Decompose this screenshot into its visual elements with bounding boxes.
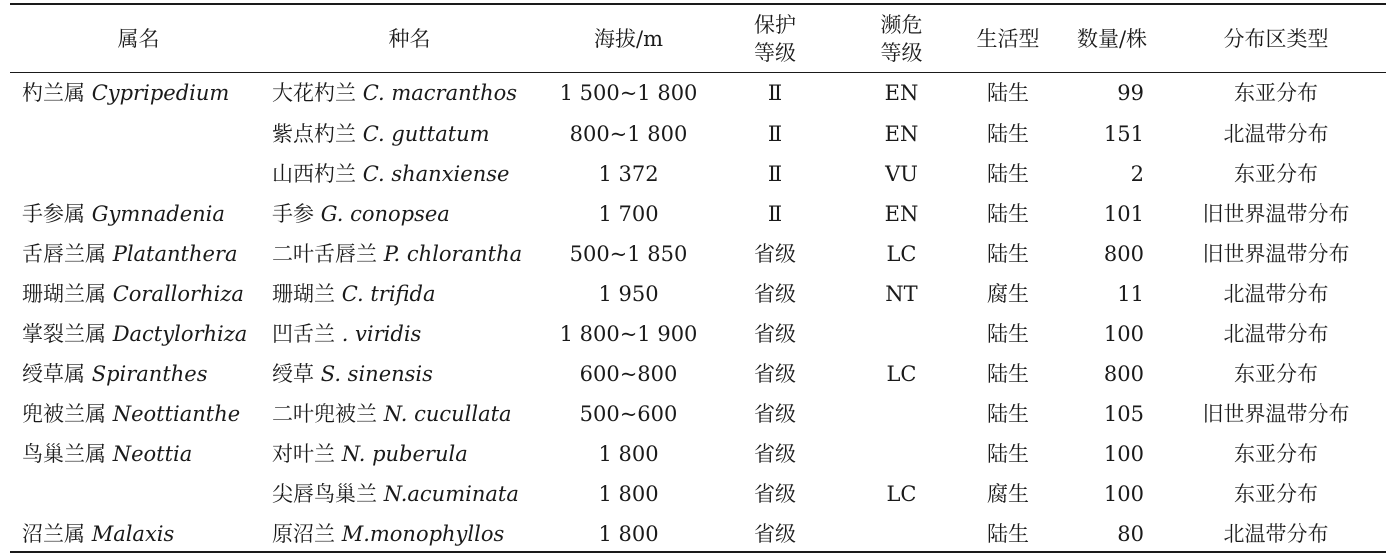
species-cell	[267, 434, 552, 474]
species-chinese-name: 二叶舌唇兰	[272, 242, 377, 266]
species-chinese-name: 绶草	[272, 362, 314, 386]
genus-latin-name: Spiranthes	[91, 362, 208, 386]
count-cell: 99	[1117, 81, 1144, 105]
distribution-type-cell: 北温带分布	[1223, 322, 1329, 346]
genus-chinese-name: 掌裂兰属	[22, 322, 106, 346]
species-chinese-name: 珊瑚兰	[272, 282, 335, 306]
distribution-type-cell: 东亚分布	[1234, 162, 1318, 186]
distribution-type-cell: 旧世界温带分布	[1202, 242, 1350, 266]
distribution-type-cell: 旧世界温带分布	[1202, 202, 1350, 226]
species-cell	[267, 394, 552, 434]
altitude-cell: 1 800	[598, 442, 659, 466]
threat-level-cell: LC	[886, 242, 917, 266]
species-latin-name: N. puberula	[341, 442, 468, 466]
table-body	[10, 72, 1386, 554]
header-protection-line2: 等级	[754, 40, 796, 65]
table-row	[10, 394, 1386, 434]
species-cell	[267, 234, 552, 274]
distribution-type-cell: 东亚分布	[1234, 482, 1318, 506]
distribution-type-cell: 东亚分布	[1234, 81, 1318, 105]
altitude-cell: 1 800	[598, 482, 659, 506]
table-row	[10, 434, 1386, 474]
header-altitude: 海拔/m	[594, 26, 663, 51]
protection-level-cell: Ⅱ	[767, 122, 783, 146]
genus-latin-name: Cypripedium	[91, 81, 230, 105]
altitude-cell: 1 800	[598, 522, 659, 546]
count-cell: 2	[1130, 162, 1144, 186]
count-cell: 105	[1103, 402, 1144, 426]
table-row	[10, 354, 1386, 394]
genus-cell	[10, 194, 267, 234]
species-cell	[267, 154, 552, 194]
header-threat-line2: 等级	[880, 40, 923, 65]
protection-level-cell: Ⅱ	[767, 202, 783, 226]
genus-chinese-name: 沼兰属	[22, 522, 85, 546]
genus-chinese-name: 兜被兰属	[22, 402, 106, 426]
species-latin-name: S. sinensis	[320, 362, 433, 386]
threat-level-cell: NT	[885, 282, 918, 306]
header-protection	[705, 5, 845, 72]
table-row	[10, 234, 1386, 274]
table-row	[10, 72, 1386, 114]
genus-chinese-name: 绶草属	[22, 362, 85, 386]
genus-chinese-name: 手参属	[22, 202, 85, 226]
header-row	[10, 5, 1386, 72]
species-latin-name: . viridis	[341, 322, 422, 346]
species-latin-name: C. guttatum	[362, 122, 490, 146]
genus-chinese-name: 杓兰属	[22, 81, 85, 105]
count-cell: 100	[1103, 322, 1144, 346]
header-threat-line1: 濒危	[880, 12, 923, 37]
species-cell	[267, 72, 552, 114]
count-cell: 151	[1103, 122, 1144, 146]
header-threat	[845, 5, 958, 72]
species-chinese-name: 二叶兜被兰	[272, 402, 377, 426]
species-latin-name: C. trifida	[341, 282, 436, 306]
header-count: 数量/株	[1076, 26, 1148, 51]
count-cell: 80	[1117, 522, 1144, 546]
altitude-cell: 800~1 800	[569, 122, 688, 146]
orchid-species-table	[10, 5, 1386, 554]
life-form-cell: 陆生	[987, 322, 1029, 346]
species-latin-name: C. macranthos	[362, 81, 518, 105]
protection-level-cell: Ⅱ	[767, 81, 783, 105]
genus-cell	[10, 474, 267, 514]
table-row	[10, 474, 1386, 514]
threat-level-cell	[845, 434, 958, 474]
life-form-cell: 腐生	[987, 482, 1029, 506]
protection-level-cell: 省级	[754, 242, 796, 266]
life-form-cell: 陆生	[987, 402, 1029, 426]
species-chinese-name: 大花杓兰	[272, 81, 356, 105]
threat-level-cell	[845, 394, 958, 434]
genus-cell	[10, 314, 267, 354]
life-form-cell: 陆生	[987, 122, 1029, 146]
header-life-form: 生活型	[976, 26, 1040, 51]
count-cell: 101	[1103, 202, 1144, 226]
species-chinese-name: 原沼兰	[272, 522, 335, 546]
count-cell: 11	[1117, 282, 1144, 306]
genus-latin-name: Neottianthe	[112, 402, 241, 426]
distribution-type-cell: 北温带分布	[1223, 122, 1329, 146]
altitude-cell: 1 500~1 800	[559, 81, 698, 105]
genus-cell	[10, 514, 267, 554]
species-chinese-name: 对叶兰	[272, 442, 335, 466]
table-row	[10, 314, 1386, 354]
distribution-type-cell: 北温带分布	[1223, 522, 1329, 546]
genus-latin-name: Dactylorhiza	[112, 322, 248, 346]
genus-chinese-name: 鸟巢兰属	[22, 442, 106, 466]
species-latin-name: N.acuminata	[383, 482, 519, 506]
header-protection-line1: 保护	[754, 12, 796, 37]
distribution-type-cell: 东亚分布	[1234, 362, 1318, 386]
species-cell	[267, 514, 552, 554]
protection-level-cell: 省级	[754, 322, 796, 346]
altitude-cell: 1 800~1 900	[559, 322, 698, 346]
life-form-cell: 陆生	[987, 81, 1029, 105]
species-latin-name: N. cucullata	[383, 402, 512, 426]
threat-level-cell: LC	[886, 362, 917, 386]
threat-level-cell	[845, 514, 958, 554]
count-cell: 100	[1103, 442, 1144, 466]
distribution-type-cell: 北温带分布	[1223, 282, 1329, 306]
altitude-cell: 1 700	[598, 202, 659, 226]
threat-level-cell: EN	[884, 122, 919, 146]
protection-level-cell: 省级	[754, 362, 796, 386]
species-latin-name: C. shanxiense	[362, 162, 510, 186]
altitude-cell: 1 372	[598, 162, 659, 186]
genus-cell	[10, 114, 267, 154]
protection-level-cell: 省级	[754, 522, 796, 546]
genus-cell	[10, 394, 267, 434]
threat-level-cell	[845, 314, 958, 354]
life-form-cell: 腐生	[987, 282, 1029, 306]
species-latin-name: P. chlorantha	[383, 242, 523, 266]
species-cell	[267, 274, 552, 314]
distribution-type-cell: 旧世界温带分布	[1202, 402, 1350, 426]
table-row	[10, 194, 1386, 234]
life-form-cell: 陆生	[987, 522, 1029, 546]
life-form-cell: 陆生	[987, 242, 1029, 266]
count-cell: 100	[1103, 482, 1144, 506]
protection-level-cell: Ⅱ	[767, 162, 783, 186]
threat-level-cell: EN	[884, 81, 919, 105]
protection-level-cell: 省级	[754, 402, 796, 426]
protection-level-cell: 省级	[754, 482, 796, 506]
altitude-cell: 500~600	[579, 402, 678, 426]
genus-cell	[10, 72, 267, 114]
table-row	[10, 274, 1386, 314]
threat-level-cell: LC	[886, 482, 917, 506]
threat-level-cell: VU	[885, 162, 918, 186]
genus-latin-name: Malaxis	[91, 522, 175, 546]
species-chinese-name: 紫点杓兰	[272, 122, 356, 146]
threat-level-cell: EN	[884, 202, 919, 226]
species-latin-name: G. conopsea	[320, 202, 450, 226]
genus-cell	[10, 354, 267, 394]
table-row	[10, 154, 1386, 194]
altitude-cell: 1 950	[598, 282, 659, 306]
genus-cell	[10, 154, 267, 194]
species-chinese-name: 手参	[272, 202, 314, 226]
protection-level-cell: 省级	[754, 442, 796, 466]
header-genus: 属名	[117, 26, 160, 51]
protection-level-cell: 省级	[754, 282, 796, 306]
altitude-cell: 600~800	[579, 362, 678, 386]
species-chinese-name: 凹舌兰	[272, 322, 335, 346]
species-latin-name: M.monophyllos	[341, 522, 505, 546]
genus-latin-name: Neottia	[112, 442, 193, 466]
genus-cell	[10, 234, 267, 274]
species-cell	[267, 114, 552, 154]
species-chinese-name: 尖唇鸟巢兰	[272, 482, 377, 506]
genus-cell	[10, 274, 267, 314]
life-form-cell: 陆生	[987, 202, 1029, 226]
altitude-cell: 500~1 850	[569, 242, 688, 266]
genus-latin-name: Gymnadenia	[91, 202, 225, 226]
count-cell: 800	[1103, 242, 1144, 266]
species-chinese-name: 山西杓兰	[272, 162, 356, 186]
count-cell: 800	[1103, 362, 1144, 386]
species-cell	[267, 194, 552, 234]
header-distribution: 分布区类型	[1223, 26, 1329, 51]
header-species: 种名	[388, 26, 431, 51]
species-cell	[267, 474, 552, 514]
species-cell	[267, 354, 552, 394]
distribution-type-cell: 东亚分布	[1234, 442, 1318, 466]
genus-chinese-name: 珊瑚兰属	[22, 282, 106, 306]
genus-chinese-name: 舌唇兰属	[22, 242, 106, 266]
table-row	[10, 514, 1386, 554]
life-form-cell: 陆生	[987, 162, 1029, 186]
life-form-cell: 陆生	[987, 442, 1029, 466]
species-cell	[267, 314, 552, 354]
genus-latin-name: Corallorhiza	[112, 282, 244, 306]
life-form-cell: 陆生	[987, 362, 1029, 386]
table-row	[10, 114, 1386, 154]
genus-cell	[10, 434, 267, 474]
genus-latin-name: Platanthera	[112, 242, 238, 266]
